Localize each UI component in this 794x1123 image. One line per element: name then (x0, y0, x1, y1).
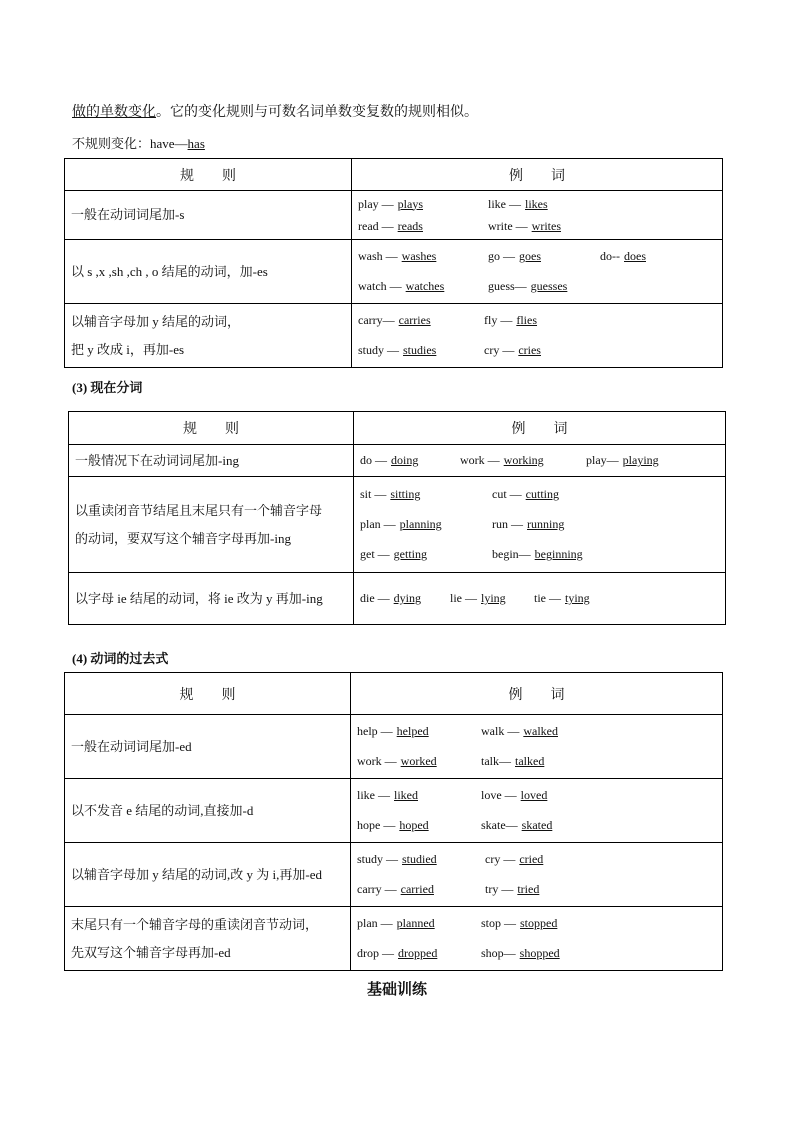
example-pair (450, 591, 506, 606)
examples-cell (351, 715, 723, 779)
present-participle-table (68, 411, 726, 625)
base-verb: die — (360, 591, 390, 605)
example-pair (358, 219, 423, 234)
example-pair (488, 197, 548, 212)
example-line (357, 747, 722, 777)
rule-header: 规 则 (65, 673, 351, 715)
example-pair (360, 517, 442, 532)
answer-form: plays (397, 196, 424, 211)
base-verb: read — (358, 218, 394, 233)
table-row (69, 573, 726, 625)
answer-form: working (503, 453, 544, 467)
example-pair (481, 754, 544, 769)
answer-form: planning (399, 517, 442, 531)
example-pair (360, 487, 420, 502)
example-pair (481, 724, 558, 739)
answer-form: carries (398, 313, 431, 327)
example-pair (488, 219, 561, 234)
example-line (358, 272, 722, 302)
example-line (357, 811, 722, 841)
base-verb: watch — (358, 279, 402, 293)
example-pair (357, 852, 437, 867)
base-verb: like — (488, 196, 521, 211)
base-verb: talk— (481, 754, 511, 768)
answer-form: playing (622, 453, 659, 467)
table-row (65, 715, 723, 779)
table-row (65, 304, 723, 368)
answer-form: cried (519, 852, 544, 866)
base-verb: walk — (481, 724, 520, 738)
base-verb: carry— (358, 313, 395, 327)
example-pair (358, 279, 444, 294)
base-verb: do-- (600, 249, 620, 263)
example-pair (485, 852, 543, 867)
answer-form: cries (518, 343, 541, 357)
answer-form: dropped (398, 946, 438, 960)
examples-cell (354, 445, 726, 477)
base-verb: help — (357, 724, 393, 738)
example-pair (357, 754, 437, 769)
base-verb: plan — (357, 916, 393, 930)
table-header-row (65, 673, 723, 715)
example-line (360, 480, 725, 510)
answer-form: talked (515, 754, 545, 768)
answer-form: washes (401, 249, 437, 263)
answer-form: stopped (520, 916, 558, 930)
example-pair (488, 279, 567, 294)
intro-sentence (72, 101, 478, 121)
rule-text: 一般在动词词尾加-s (71, 207, 185, 222)
example-line (357, 939, 722, 969)
answer-form: dying (393, 591, 422, 605)
base-verb: lie — (450, 591, 477, 605)
table-header-row (69, 412, 726, 445)
past-tense-table (64, 672, 723, 971)
table-header-row (65, 159, 723, 191)
base-verb: play— (586, 453, 619, 467)
answer-form: carried (400, 882, 434, 896)
example-line (358, 215, 722, 237)
base-verb: try — (485, 882, 514, 896)
rule-text: 以 s ,x ,sh ,ch , o 结尾的动词，加-es (71, 263, 268, 279)
answer-form: walked (523, 724, 558, 738)
answer-form: liked (394, 788, 418, 802)
rule-header: 规 则 (69, 412, 354, 445)
base-verb: drop — (357, 946, 394, 960)
section-4-title: (4) 动词的过去式 (72, 651, 169, 666)
example-pair (481, 946, 560, 961)
answer-form: running (527, 517, 565, 531)
base-verb: run — (492, 517, 523, 531)
examples-header: 例 词 (351, 673, 723, 715)
rule-cell (65, 240, 352, 304)
example-pair (484, 313, 537, 328)
example-line (358, 193, 722, 215)
answer-form: planned (396, 916, 435, 930)
base-verb: cry — (485, 852, 516, 866)
table-row (69, 477, 726, 573)
base-verb: go — (488, 249, 515, 263)
example-pair (485, 882, 539, 897)
examples-cell (351, 907, 723, 971)
examples-header: 例 词 (354, 412, 726, 445)
example-pair (360, 453, 418, 468)
rule-text: 以辅音字母加 y 结尾的动词， (71, 313, 241, 329)
examples-cell (351, 779, 723, 843)
answer-form: beginning (534, 547, 583, 561)
example-pair (357, 946, 437, 961)
example-pair (358, 313, 431, 328)
answer-form: does (624, 249, 646, 263)
example-pair (481, 788, 547, 803)
example-pair (357, 916, 435, 931)
answer-form: doing (391, 453, 419, 467)
rule-cell (65, 843, 351, 907)
irregular-change (72, 133, 209, 152)
example-line (357, 717, 722, 747)
example-line (360, 447, 725, 475)
answer-form: goes (519, 249, 541, 263)
base-verb: write — (488, 218, 528, 233)
base-verb: begin— (492, 547, 531, 561)
footer-title: 基础训练 (366, 982, 427, 998)
answer-form: getting (393, 547, 427, 561)
example-pair (481, 916, 557, 931)
answer-form: lying (481, 591, 506, 605)
examples-cell (354, 477, 726, 573)
example-pair (358, 343, 436, 358)
example-pair (360, 591, 421, 606)
rule-cell (65, 907, 351, 971)
examples-header: 例 词 (352, 159, 723, 191)
rule-text: 把 y 改成 i，再加-es (71, 341, 185, 357)
base-verb: hope — (357, 818, 396, 832)
base-verb: carry — (357, 882, 397, 896)
answer-form: worked (400, 754, 437, 768)
example-line (358, 306, 722, 336)
rule-cell (65, 304, 352, 368)
example-pair (481, 818, 552, 833)
answer-form: cutting (525, 487, 559, 501)
examples-cell (352, 191, 723, 240)
answer-form: loved (520, 788, 548, 802)
table-row (65, 779, 723, 843)
example-pair (360, 547, 427, 562)
base-verb: shop— (481, 946, 516, 960)
base-verb: work — (357, 754, 397, 768)
answer-form: guesses (530, 279, 568, 293)
example-line (360, 510, 725, 540)
rule-cell (65, 779, 351, 843)
base-verb: do — (360, 453, 387, 467)
example-pair (586, 453, 659, 468)
example-pair (534, 591, 590, 606)
table-row (65, 843, 723, 907)
irregular-answer: has (187, 136, 205, 151)
rule-cell (69, 445, 354, 477)
rule-text: 以辅音字母加 y 结尾的动词,改 y 为 i,再加-ed (71, 866, 322, 882)
example-pair (488, 249, 541, 264)
example-pair (357, 882, 434, 897)
rule-cell (65, 191, 352, 240)
rule-text: 末尾只有一个辅音字母的重读闭音节动词， (71, 916, 319, 932)
section-3-title: (3) 现在分词 (72, 380, 143, 395)
base-verb: play — (358, 196, 394, 211)
intro-underlined: 做的单数变化 (72, 105, 156, 120)
table-row (65, 191, 723, 240)
base-verb: cry — (484, 343, 515, 357)
example-line (358, 336, 722, 366)
answer-form: shopped (519, 946, 560, 960)
rule-text: 一般在动词词尾加-ed (71, 738, 192, 754)
example-line (360, 540, 725, 570)
rule-cell (69, 573, 354, 625)
example-line (360, 575, 725, 623)
example-pair (357, 818, 429, 833)
base-verb: guess— (488, 279, 527, 293)
answer-form: tying (565, 591, 590, 605)
table-row (65, 907, 723, 971)
table-row (69, 445, 726, 477)
answer-form: watches (405, 279, 445, 293)
rule-cell (69, 477, 354, 573)
base-verb: study — (358, 343, 400, 357)
example-line (358, 242, 722, 272)
base-verb: stop — (481, 916, 517, 930)
base-verb: wash — (358, 249, 398, 263)
base-verb: tie — (534, 591, 561, 605)
examples-cell (351, 843, 723, 907)
answer-form: helped (396, 724, 429, 738)
example-pair (357, 788, 418, 803)
example-line (357, 781, 722, 811)
answer-form: reads (397, 218, 423, 233)
rule-text: 一般情况下在动词词尾加-ing (75, 452, 239, 468)
rule-text: 先双写这个辅音字母再加-ed (71, 944, 231, 960)
example-line (357, 845, 722, 875)
example-line (357, 909, 722, 939)
irregular-label: 不规则变化：have— (72, 136, 188, 151)
answer-form: skated (521, 818, 553, 832)
examples-cell (352, 304, 723, 368)
answer-form: likes (525, 196, 548, 211)
example-pair (358, 249, 436, 264)
example-pair (357, 724, 429, 739)
example-pair (492, 487, 559, 502)
rule-header: 规 则 (65, 159, 352, 191)
examples-cell (354, 573, 726, 625)
answer-form: studied (402, 852, 437, 866)
base-verb: study — (357, 852, 399, 866)
rule-text: 的动词，要双写这个辅音字母再加-ing (75, 530, 291, 546)
answer-form: hoped (399, 818, 429, 832)
base-verb: cut — (492, 487, 522, 501)
base-verb: work — (460, 453, 500, 467)
base-verb: skate— (481, 818, 518, 832)
rule-text: 以重读闭音节结尾且末尾只有一个辅音字母 (75, 502, 323, 518)
answer-form: studies (403, 343, 437, 357)
base-verb: love — (481, 788, 517, 802)
example-pair (492, 517, 564, 532)
base-verb: like — (357, 788, 390, 802)
rule-text: 以字母 ie 结尾的动词，将 ie 改为 y 再加-ing (75, 590, 323, 606)
third-person-singular-table (64, 158, 723, 368)
example-pair (358, 197, 423, 212)
rule-cell (65, 715, 351, 779)
examples-cell (352, 240, 723, 304)
example-pair (460, 453, 544, 468)
example-pair (600, 249, 646, 264)
intro-rest: 。它的变化规则与可数名词单数变复数的规则相似。 (156, 105, 478, 120)
answer-form: sitting (390, 487, 421, 501)
example-line (357, 875, 722, 905)
answer-form: writes (531, 218, 561, 233)
example-pair (484, 343, 541, 358)
answer-form: flies (516, 313, 538, 327)
rule-text: 以不发音 e 结尾的动词,直接加-d (71, 802, 254, 818)
table-row (65, 240, 723, 304)
example-pair (492, 547, 583, 562)
base-verb: get — (360, 547, 390, 561)
base-verb: plan — (360, 517, 396, 531)
answer-form: tried (517, 882, 540, 896)
base-verb: fly — (484, 313, 513, 327)
base-verb: sit — (360, 487, 387, 501)
